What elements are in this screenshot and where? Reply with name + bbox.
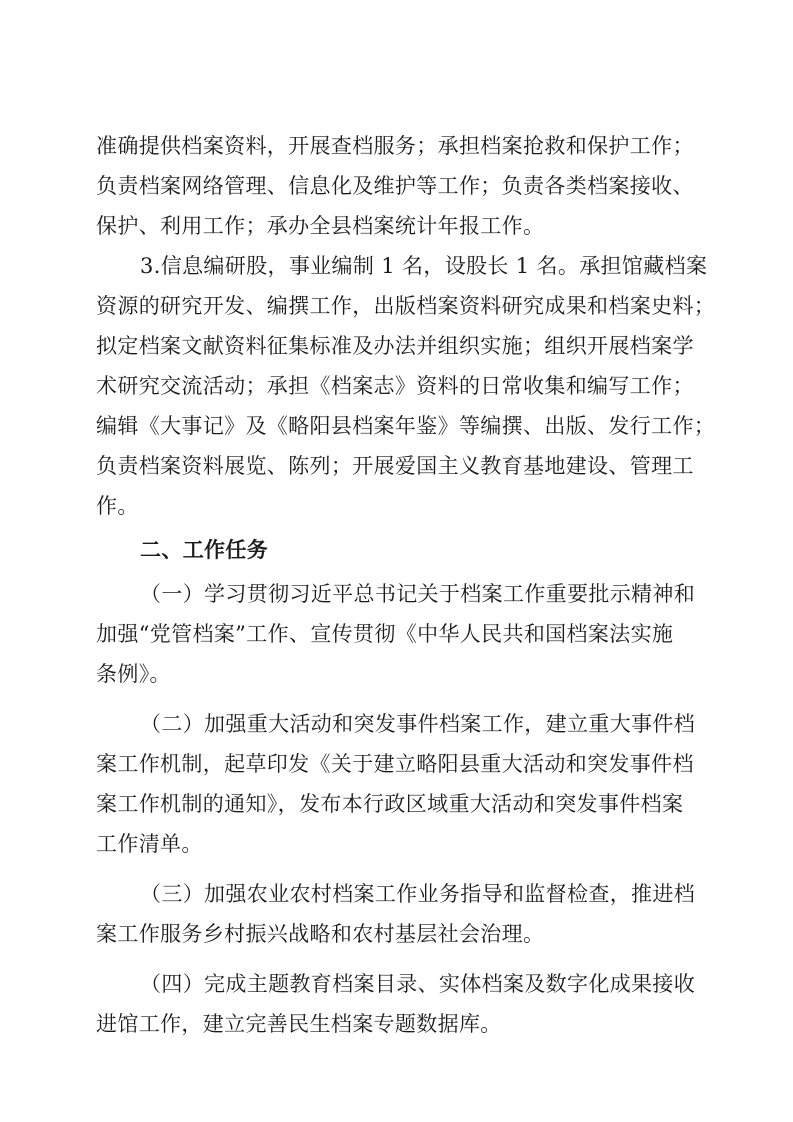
body-line: 作。 (96, 494, 139, 518)
body-line: 拟定档案文献资料征集标准及办法并组织实施；组织开展档案学 (96, 334, 694, 358)
body-line: 案工作机制的通知》，发布本行政区域重大活动和突发事件档案 (96, 792, 684, 816)
body-line: 案工作服务乡村振兴战略和农村基层社会治理。 (96, 922, 545, 946)
body-line: 保护、利用工作；承办全县档案统计年报工作。 (96, 214, 545, 238)
task-1-first-line: （一）学习贯彻习近平总书记关于档案工作重要批示精神和 (140, 582, 696, 606)
task-3-first-line: （三）加强农业农村档案工作业务指导和监督检查，推进档 (140, 882, 696, 906)
task-2-first-line: （二）加强重大活动和突发事件档案工作，建立重大事件档 (140, 712, 696, 736)
body-line: 负责档案网络管理、信息化及维护等工作；负责各类档案接收、 (96, 174, 694, 198)
item-3-first-line: 3.信息编研股，事业编制 1 名，设股长 1 名。承担馆藏档案 (140, 254, 708, 278)
body-line: 资源的研究开发、编撰工作，出版档案资料研究成果和档案史料； (96, 294, 716, 318)
body-line: 术研究交流活动；承担《档案志》资料的日常收集和编写工作； (96, 374, 694, 398)
body-line: 工作清单。 (96, 832, 203, 856)
task-4-first-line: （四）完成主题教育档案目录、实体档案及数字化成果接收 (140, 972, 696, 996)
body-line: 准确提供档案资料，开展查档服务；承担档案抢救和保护工作； (96, 134, 694, 158)
body-line: 条例》。 (96, 662, 171, 686)
body-line: 进馆工作，建立完善民生档案专题数据库。 (96, 1012, 502, 1036)
body-line: 编辑《大事记》及《略阳县档案年鉴》等编撰、出版、发行工作； (96, 414, 716, 438)
body-line: 负责档案资料展览、陈列；开展爱国主义教育基地建设、管理工 (96, 454, 694, 478)
section-heading: 二、工作任务 (140, 538, 269, 562)
document-body (96, 126, 716, 1044)
body-line: 案工作机制，起草印发《关于建立略阳县重大活动和突发事件档 (96, 752, 694, 776)
body-line: 加强“党管档案”工作、宣传贯彻《中华人民共和国档案法实施 (96, 622, 674, 646)
